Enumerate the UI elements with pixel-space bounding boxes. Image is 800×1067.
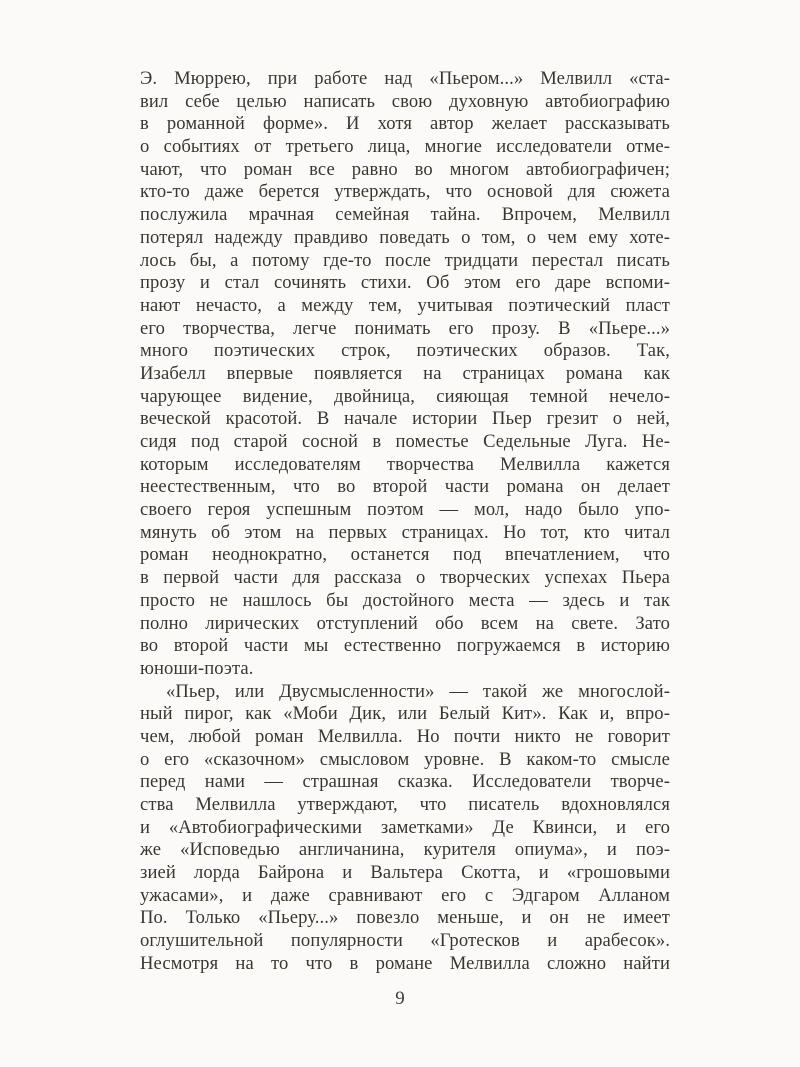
text-line: чем, любой роман Мелвилла. Но почти никто не говорит [140, 725, 670, 747]
text-line: По. Только «Пьеру...» повезло меньше, и он не имеет [140, 907, 670, 929]
text-line: в первой части для рассказа о творческих успехах Пьера [140, 567, 670, 589]
text-block [140, 68, 670, 976]
text-line: веческой красотой. В начале истории Пьер грезит о ней, [140, 408, 670, 430]
text-line: Несмотря на то что в романе Мелвилла сложно найти [140, 952, 670, 974]
text-line: о его «сказочном» смысловом уровне. В каком-то смысле [140, 748, 670, 770]
text-line: и «Автобиографическими заметками» Де Квинси, и его [140, 816, 670, 838]
text-line: Э. Мюррею, при работе над «Пьером...» Мелвилл «ста- [140, 68, 670, 89]
text-line: которым исследователям творчества Мелвилла кажется [140, 453, 670, 475]
text-line: юноши-поэта. [140, 657, 254, 679]
text-line: просто не нашлось бы достойного места — здесь и так [140, 589, 670, 611]
text-line: зией лорда Байрона и Вальтера Скотта, и «грошовыми [140, 862, 670, 884]
text-line: полно лирических отступлений обо всем на свете. Зато [140, 612, 670, 634]
text-line: оглушительной популярности «Гротесков и арабесок». [140, 930, 670, 952]
text-line: прозу и стал сочинять стихи. Об этом его даре вспоми- [140, 272, 670, 294]
text-line: о событиях от третьего лица, многие исследователи отме- [140, 136, 670, 158]
text-line: послужила мрачная семейная тайна. Впрочем, Мелвилл [140, 204, 670, 226]
text-line: кто-то даже берется утверждать, что основой для сюжета [140, 181, 670, 203]
page-number: 9 [395, 988, 405, 1009]
text-line: ный пирог, как «Моби Дик, или Белый Кит». Как и, впро- [140, 703, 670, 725]
text-line: сидя под старой сосной в поместье Седельные Луга. Не- [140, 431, 670, 452]
text-line: потерял надежду правдиво поведать о том, о чем ему хоте- [140, 226, 670, 248]
text-line: его творчества, легче понимать его прозу. В «Пьере...» [140, 317, 670, 339]
text-line: много поэтических строк, поэтических образов. Так, [140, 340, 670, 362]
text-line: перед нами — страшная сказка. Исследователи творче- [140, 771, 670, 793]
text-line: своего героя успешным поэтом — мол, надо было упо- [140, 499, 670, 521]
text-line: же «Исповедью англичанина, курителя опиума», и поэ- [140, 839, 670, 861]
text-line: лось бы, а потому где-то после тридцати перестал писать [140, 249, 670, 271]
text-line: ужасами», и даже сравнивают его с Эдгаром Алланом [140, 884, 670, 906]
text-line: роман неоднократно, останется под впечатлением, что [140, 544, 670, 566]
text-line: чают, что роман все равно во многом автобиографичен; [140, 158, 670, 180]
text-line: мянуть об этом на первых страницах. Но тот, кто читал [140, 521, 670, 543]
text-line: вил себе целью написать свою духовную автобиографию [140, 90, 670, 112]
text-line: чарующее видение, двойница, сияющая темной нечело- [140, 385, 670, 407]
paragraph [140, 68, 670, 681]
text-line: Изабелл впервые появляется на страницах романа как [140, 362, 670, 384]
text-line: в романной форме». И хотя автор желает рассказывать [140, 113, 670, 135]
text-line: ства Мелвилла утверждают, что писатель вдохновлялся [140, 794, 670, 815]
text-line: «Пьер, или Двусмысленности» — такой же многослой- [166, 680, 670, 702]
text-line: нают нечасто, а между тем, учитывая поэтический пласт [140, 294, 670, 316]
paragraph [140, 681, 670, 976]
text-line: во второй части мы естественно погружаемся в историю [140, 635, 670, 657]
text-line: неестественным, что во второй части романа он делает [140, 476, 670, 498]
